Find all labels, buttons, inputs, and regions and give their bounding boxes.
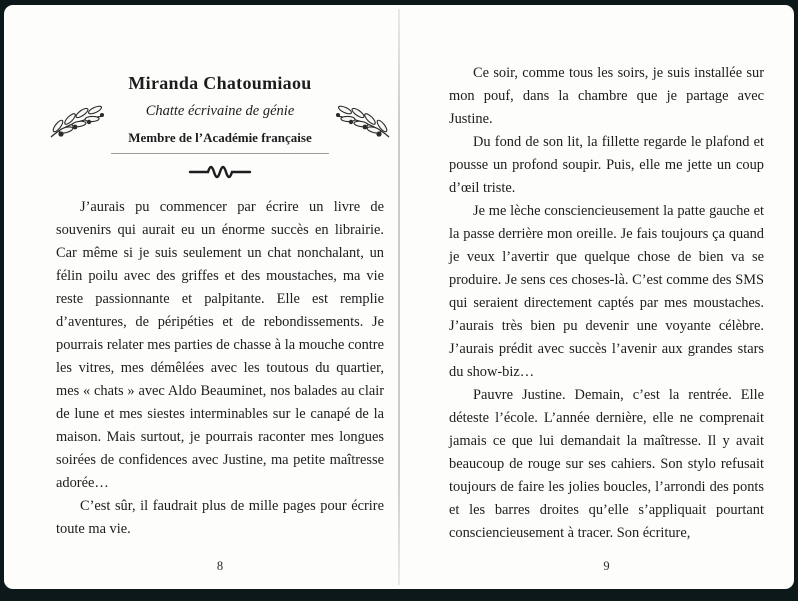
- page-gutter: [398, 9, 400, 585]
- left-page-body: [56, 196, 384, 541]
- olive-branch-left-icon: [48, 99, 106, 143]
- paragraph: C’est sûr, il faudrait plus de mille pages pour écrire toute ma vie.: [56, 498, 384, 537]
- paragraph: Ce soir, comme tous les soirs, je suis installée sur mon pouf, dans la chambre que je partage avec Justine.: [449, 65, 764, 127]
- book-spread: [4, 5, 794, 589]
- chapter-affiliation: Membre de l’Académie française: [128, 130, 312, 145]
- paragraph: J’aurais pu commencer par écrire un livre de souvenirs qui aurait eu un énorme succès en librairie. Car même si je suis seulement un chat nonchalant, un félin poilu avec des griffes et des moustaches, ma vie reste passionnante et palpitante. Elle est remplie d’aventures, de péripéties et de rebondissements. Je pourrais relater mes parties de chasse à la mouche contre les vitres, mes démêlées avec les toutous du quartier, mes « chats » avec Aldo Beauminet, nos balades au clair de lune et mes siestes interminables sur le canapé de la maison. Mais surtout, je pourrais raconter mes longues soirées de confidences avec Justine, ma petite maîtresse adorée…: [56, 199, 384, 491]
- page-left: [4, 5, 400, 589]
- squiggle-divider-icon: [188, 164, 252, 180]
- paragraph: Pauvre Justine. Demain, c’est la rentrée. Elle déteste l’école. L’année dernière, elle ne comprenait jamais ce que lui demandait la maîtresse. Il y avait beaucoup de rouge sur ses cahiers. Son stylo refusait toujours de faire les jolies boucles, l’arrondi des ponts et les barres droites qu’elle s’appliquait pourtant consciencieusement à tracer. Son écriture,: [449, 387, 764, 541]
- page-number-right: 9: [603, 559, 610, 573]
- right-page-body: [449, 62, 764, 545]
- paragraph: Du fond de son lit, la fillette regarde le plafond et pousse un profond soupir. Puis, elle me jette un coup d’œil triste.: [449, 134, 764, 196]
- chapter-header: [56, 73, 384, 180]
- paragraph: Je me lèche consciencieusement la patte gauche et la passe derrière mon oreille. Je fais toujours ça quand je veux l’avertir que quelque chose de bien va se produire. Je sens ces choses-là. C’est comme des SMS qui seraient directement captés par mes moustaches. J’aurais très bien pu devenir une voyante célèbre. J’aurais prédit avec succès l’avenir aux grandes stars du show-biz…: [449, 203, 764, 380]
- olive-branch-right-icon: [334, 99, 392, 143]
- chapter-title: Miranda Chatoumiaou: [128, 73, 312, 93]
- chapter-subtitle: Chatte écrivaine de génie: [145, 103, 295, 119]
- page-right: [402, 5, 794, 589]
- page-number-left: 8: [216, 559, 224, 573]
- header-rule: [111, 153, 329, 154]
